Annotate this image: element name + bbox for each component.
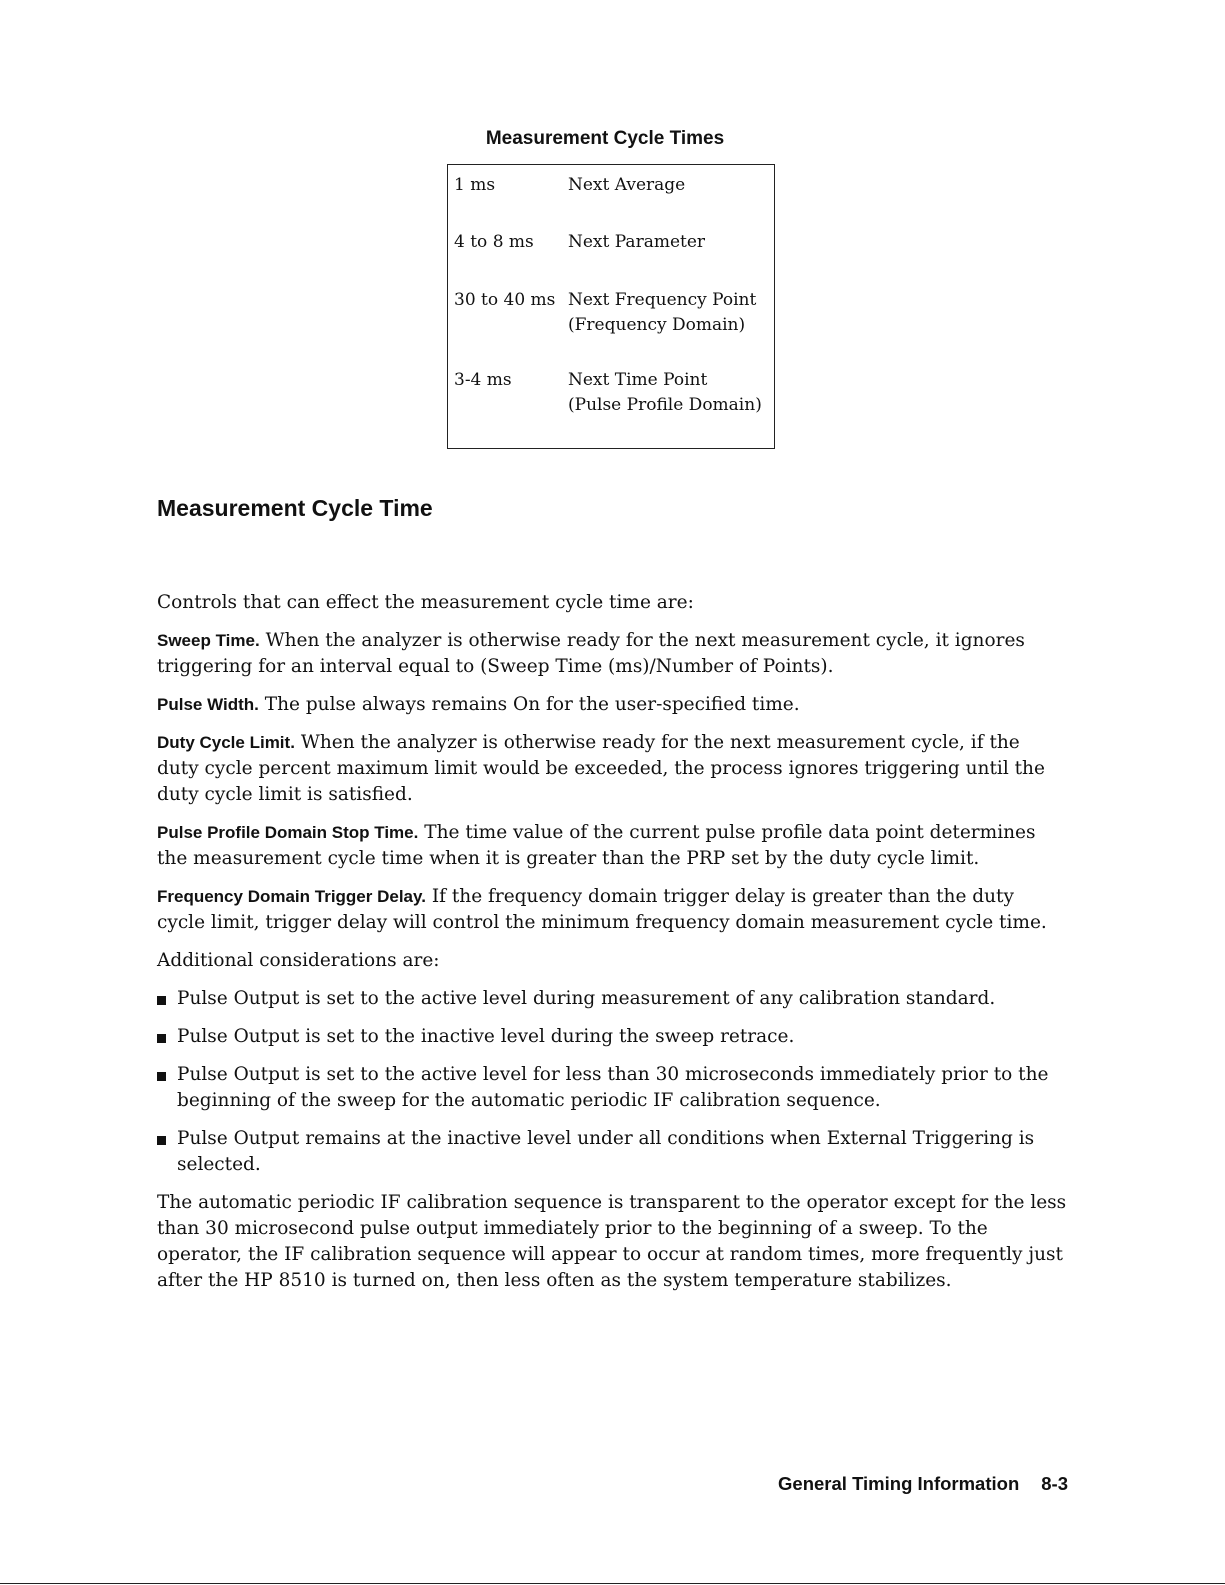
list-item-text: Pulse Output remains at the inactive level under all conditions when External Triggering is selected. [177, 1128, 1035, 1175]
page-number: 8-3 [1041, 1473, 1068, 1494]
square-bullet-icon [157, 1034, 166, 1043]
list-item-text: Pulse Output is set to the active level for less than 30 microseconds immediately prior to the beginning of the sweep for the automatic periodic IF calibration sequence. [177, 1064, 1049, 1111]
table-caption: Measurement Cycle Times [485, 128, 725, 149]
control-item [157, 628, 1067, 680]
cycle-times-table [447, 164, 775, 449]
considerations-list [157, 986, 1067, 1178]
list-item [157, 1126, 1067, 1178]
control-description: When the analyzer is otherwise ready for the next measurement cycle, it ignores triggering for an interval equal to (Sweep Time (ms)/Number of Points). [157, 630, 1025, 677]
list-item [157, 986, 1067, 1012]
cycle-description-cell [568, 288, 768, 338]
cycle-time-cell: 4 to 8 ms [454, 232, 534, 252]
control-term: Frequency Domain Trigger Delay. [157, 887, 426, 906]
control-item [157, 820, 1067, 872]
control-term: Duty Cycle Limit. [157, 733, 295, 752]
table-row [454, 230, 768, 255]
additional-intro: Additional considerations are: [157, 950, 440, 971]
list-item-text: Pulse Output is set to the active level during measurement of any calibration standard. [177, 988, 996, 1009]
description-line: Next Parameter [568, 232, 706, 252]
table-row [454, 288, 768, 338]
control-term: Pulse Profile Domain Stop Time. [157, 823, 419, 842]
control-description: The pulse always remains On for the user-specified time. [264, 694, 800, 715]
cycle-description-cell [568, 230, 768, 255]
footer-chapter-title: General Timing Information [778, 1473, 1020, 1494]
control-item [157, 730, 1067, 808]
control-item [157, 692, 1067, 718]
description-line: (Frequency Domain) [568, 315, 746, 335]
control-description: If the frequency domain trigger delay is greater than the duty cycle limit, trigger delay will control the minimum frequency domain measurement cycle time. [157, 886, 1047, 933]
list-item-text: Pulse Output is set to the inactive level during the sweep retrace. [177, 1026, 795, 1047]
control-description: The time value of the current pulse profile data point determines the measurement cycle time when it is greater than the PRP set by the duty cycle limit. [157, 822, 1036, 869]
list-item [157, 1062, 1067, 1114]
intro-paragraph: Controls that can effect the measurement cycle time are: [157, 592, 694, 613]
cycle-time-cell: 3-4 ms [454, 370, 512, 390]
section-heading: Measurement Cycle Time [157, 495, 433, 521]
table-row [454, 368, 768, 418]
control-term: Sweep Time. [157, 631, 260, 650]
square-bullet-icon [157, 996, 166, 1005]
cycle-description-cell [568, 368, 768, 418]
cycle-time-cell: 1 ms [454, 175, 496, 195]
square-bullet-icon [157, 1072, 166, 1081]
page-bottom-rule [0, 1583, 1225, 1584]
cycle-description-cell [568, 173, 768, 198]
description-line: (Pulse Profile Domain) [568, 395, 762, 415]
cycle-time-cell: 30 to 40 ms [454, 290, 556, 310]
control-description: When the analyzer is otherwise ready for the next measurement cycle, if the duty cycle percent maximum limit would be exceeded, the process ignores triggering until the duty cycle limit is satisfied. [157, 732, 1045, 805]
square-bullet-icon [157, 1136, 166, 1145]
control-term: Pulse Width. [157, 695, 259, 714]
section-body [157, 590, 1067, 1306]
page-footer [778, 1473, 1068, 1495]
description-line: Next Time Point [568, 370, 708, 390]
control-item [157, 884, 1067, 936]
list-item [157, 1024, 1067, 1050]
closing-paragraph: The automatic periodic IF calibration sequence is transparent to the operator except for the less than 30 microsecond pulse output immediately prior to the beginning of a sweep. To the operator, the IF calibration sequence will appear to occur at random times, more frequently just after the HP 8510 is turned on, then less often as the system temperature stabilizes. [157, 1192, 1067, 1291]
description-line: Next Average [568, 175, 686, 195]
description-line: Next Frequency Point [568, 290, 757, 310]
table-row [454, 173, 768, 198]
